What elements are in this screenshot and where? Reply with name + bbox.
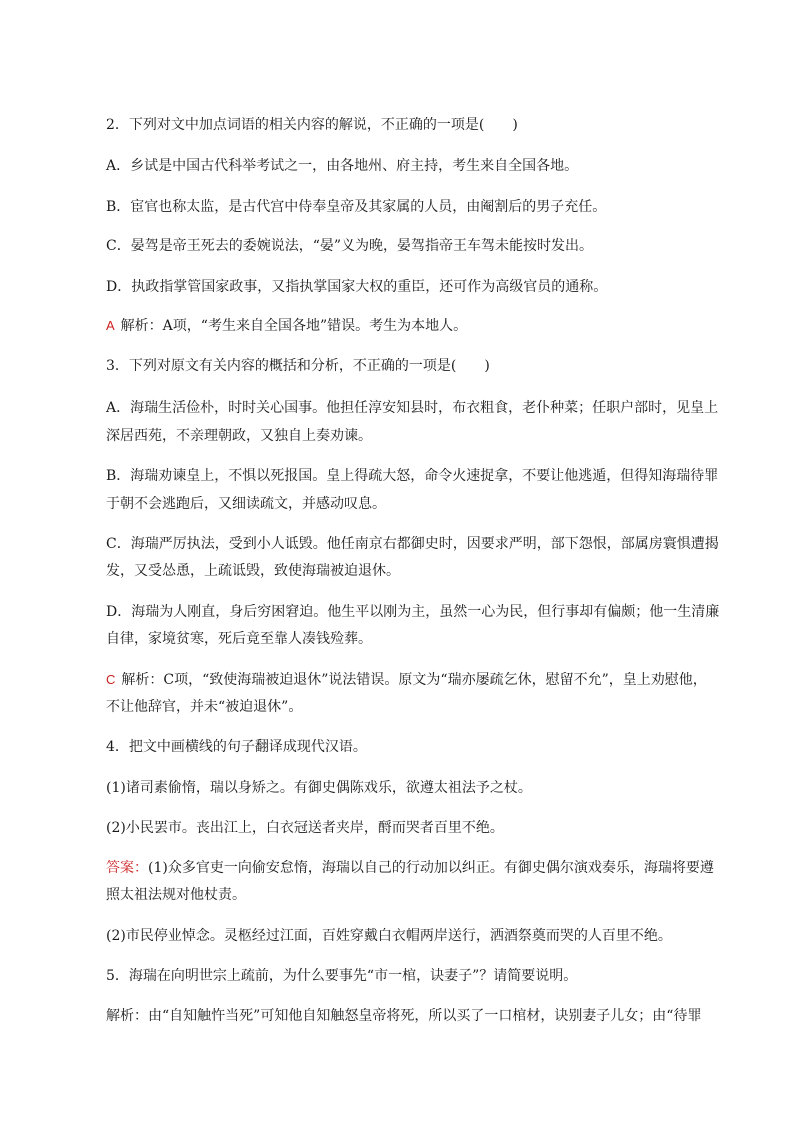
q3-option-d-line1: D．海瑞为人刚直，身后穷困窘迫。他生平以刚为主，虽然一心为民，但行事却有偏颇；他一生清廉 xyxy=(106,604,720,620)
q2-option-d: D．执政指掌管国家政事，又指执掌国家大权的重臣，还可作为高级官员的通称。 xyxy=(106,279,608,295)
q3-option-b-line1: B．海瑞劝谏皇上，不惧以死报国。皇上得疏大怒，命令火速捉拿，不要让他逃遁，但得知海瑞待罪 xyxy=(106,468,719,484)
q4-sentence-1: (1)诸司素偷惰，瑞以身矫之。有御史偶陈戏乐，欲遵太祖法予之杖。 xyxy=(106,780,532,796)
q4-sentence-2: (2)小民罢市。丧出江上，白衣冠送者夹岸，酹而哭者百里不绝。 xyxy=(106,820,504,836)
q3-answer-letter: C xyxy=(106,672,116,687)
q2-option-a: A．乡试是中国古代科举考试之一，由各地州、府主持，考生来自全国各地。 xyxy=(106,158,579,174)
q2-stem: 2．下列对文中加点词语的相关内容的解说，不正确的一项是( ) xyxy=(106,117,518,133)
q5-stem: 5．海瑞在向明世宗上疏前，为什么要事先“市一棺，诀妻子”？请简要说明。 xyxy=(106,968,578,984)
q4-answer-label: 答案： xyxy=(106,860,148,876)
q4-answer-1-line1: (1)众多官吏一向偷安怠惰，海瑞以自己的行动加以纠正。有御史偶尔演戏奏乐，海瑞将要遵 xyxy=(148,860,714,876)
q3-stem: 3．下列对原文有关内容的概括和分析，不正确的一项是( ) xyxy=(106,358,490,374)
q2-option-c: C．晏驾是帝王死去的委婉说法，“晏”义为晚，晏驾指帝王车驾未能按时发出。 xyxy=(106,238,594,254)
q2-answer-line xyxy=(106,318,726,334)
q3-option-b-line2: 于朝不会逃跑后，又细读疏文，并感动叹息。 xyxy=(106,496,386,512)
q3-answer-line xyxy=(106,672,726,688)
q4-answer-line1 xyxy=(106,860,726,876)
q3-option-a-line1: A．海瑞生活俭朴，时时关心国事。他担任淳安知县时，布衣粗食，老仆种菜；任职户部时，见皇上 xyxy=(106,400,719,416)
q2-option-b: B．宦官也称太监，是古代宫中侍奉皇帝及其家属的人员，由阉割后的男子充任。 xyxy=(106,199,607,215)
q4-answer-1-line2: 照太祖法规对他杖责。 xyxy=(106,887,246,903)
q3-analysis-line2: 不让他辞官，并未“被迫退休”。 xyxy=(106,699,303,715)
q5-analysis-line1: 解析：由“自知触忤当死”可知他自知触怒皇帝将死，所以买了一口棺材，诀别妻子儿女；由“待罪 xyxy=(106,1008,702,1024)
q2-analysis: 解析：A项，“考生来自全国各地”错误。考生为本地人。 xyxy=(120,318,468,334)
q3-option-a-line2: 深居西苑，不亲理朝政，又独自上奏劝谏。 xyxy=(106,428,372,444)
q3-analysis-line1: 解析：C项，“致使海瑞被迫退休”说法错误。原文为“瑞亦屡疏乞休，慰留不允”，皇上劝慰他， xyxy=(121,672,707,688)
q3-option-c-line1: C．海瑞严厉执法，受到小人诋毁。他任南京右都御史时，因要求严明，部下怨恨，部属房寰惧遭揭 xyxy=(106,536,719,552)
q3-option-d-line2: 自律，家境贫寒，死后竟至靠人凑钱殓葬。 xyxy=(106,631,372,647)
q4-answer-2: (2)市民停业悼念。灵柩经过江面，百姓穿戴白衣帽两岸送行，洒酒祭奠而哭的人百里不绝。 xyxy=(106,928,672,944)
q2-answer-letter: A xyxy=(106,318,115,333)
q3-option-c-line2: 发，又受怂恿，上疏诋毁，致使海瑞被迫退休。 xyxy=(106,563,400,579)
q4-stem: 4．把文中画横线的句子翻译成现代汉语。 xyxy=(106,739,367,755)
